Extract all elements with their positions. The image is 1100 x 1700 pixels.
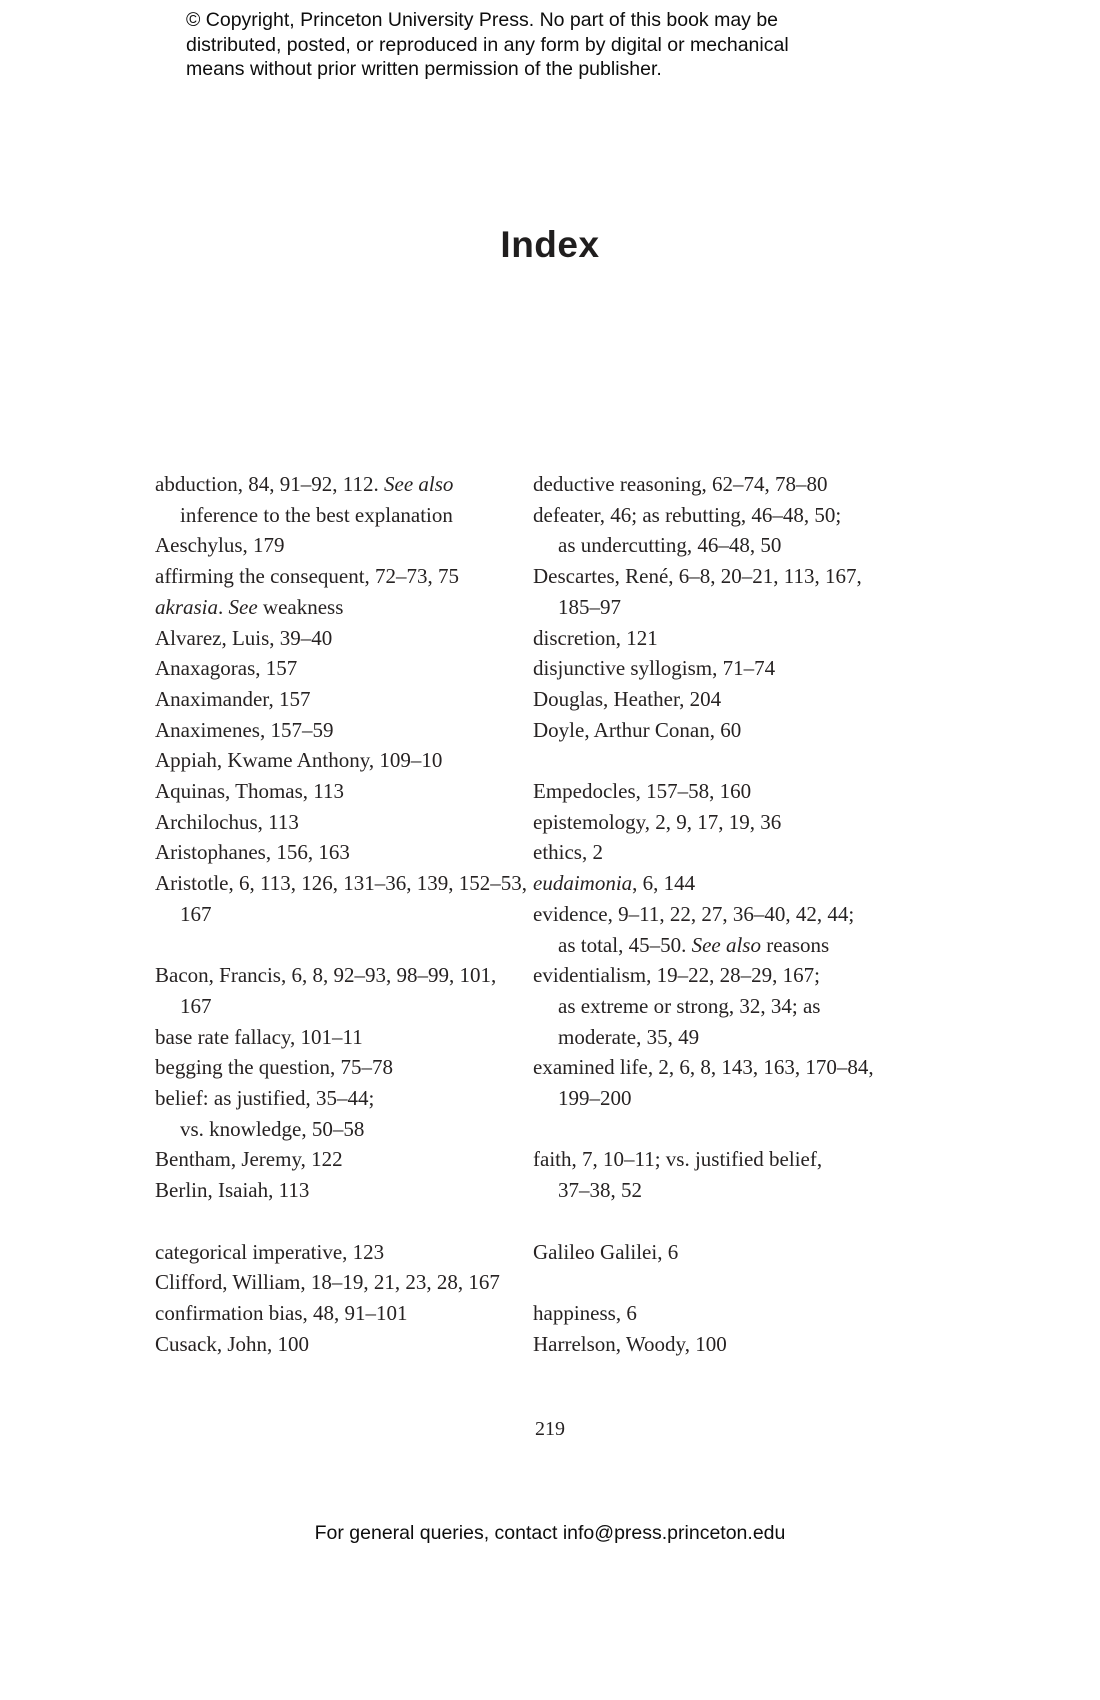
index-entry-line: Empedocles, 157–58, 160 — [533, 779, 752, 804]
index-entry-line: Bacon, Francis, 6, 8, 92–93, 98–99, 101, — [155, 963, 497, 988]
index-entry-line: eudaimonia, 6, 144 — [533, 871, 696, 896]
index-entry-line: begging the question, 75–78 — [155, 1055, 393, 1080]
index-entry-line: Descartes, René, 6–8, 20–21, 113, 167, — [533, 564, 862, 589]
index-column-right — [533, 469, 911, 1359]
index-entry-line: 37–38, 52 — [558, 1178, 642, 1203]
index-entry-line: Douglas, Heather, 204 — [533, 686, 722, 711]
index-entry-line: Bentham, Jeremy, 122 — [155, 1147, 343, 1172]
index-entry-line: Aeschylus, 179 — [155, 533, 285, 558]
index-entry-line: 167 — [180, 993, 212, 1018]
index-entry-line: Clifford, William, 18–19, 21, 23, 28, 167 — [155, 1270, 500, 1295]
index-entry-line: happiness, 6 — [533, 1300, 637, 1325]
index-entry-line: Anaximander, 157 — [155, 686, 311, 711]
footer-contact: For general queries, contact info@press.princeton.edu — [314, 1522, 786, 1544]
index-entry-line: Anaxagoras, 157 — [155, 656, 298, 681]
copyright-line: means without prior written permission of the publisher. — [186, 58, 662, 80]
index-entry-line: Archilochus, 113 — [155, 809, 299, 834]
copyright-line: © Copyright, Princeton University Press. No part of this book may be — [186, 9, 779, 31]
index-column-left — [155, 469, 533, 1359]
index-entry-line: Aristophanes, 156, 163 — [155, 840, 350, 865]
index-entry-line: Aristotle, 6, 113, 126, 131–36, 139, 152–53, — [155, 871, 527, 896]
index-entry-line: moderate, 35, 49 — [558, 1024, 700, 1049]
index-entry-line: Berlin, Isaiah, 113 — [155, 1178, 310, 1203]
index-entry-line: Harrelson, Woody, 100 — [533, 1331, 727, 1356]
index-entry-line: confirmation bias, 48, 91–101 — [155, 1300, 408, 1325]
index-entry-line: evidentialism, 19–22, 28–29, 167; — [533, 963, 820, 988]
index-entry-line: examined life, 2, 6, 8, 143, 163, 170–84, — [533, 1055, 874, 1080]
index-entry-line: evidence, 9–11, 22, 27, 36–40, 42, 44; — [533, 901, 855, 926]
index-entry-line: epistemology, 2, 9, 17, 19, 36 — [533, 809, 782, 834]
index-entry-line: Anaximenes, 157–59 — [155, 717, 334, 742]
index-entry-line: akrasia. See weakness — [155, 594, 344, 619]
index-entry-line: 167 — [180, 901, 212, 926]
index-entry-line: affirming the consequent, 72–73, 75 — [155, 564, 460, 589]
index-entry-line: categorical imperative, 123 — [155, 1239, 385, 1264]
index-entry-line: as undercutting, 46–48, 50 — [558, 533, 782, 558]
copyright-line: distributed, posted, or reproduced in any form by digital or mechanical — [186, 33, 789, 56]
index-entry-line: abduction, 84, 91–92, 112. See also — [155, 472, 454, 496]
copyright-notice — [186, 8, 789, 82]
index-entry-line: 185–97 — [558, 594, 621, 619]
index-entry-line: inference to the best explanation — [180, 502, 453, 527]
index-entry-line: Aquinas, Thomas, 113 — [155, 779, 344, 804]
page-title: Index — [500, 224, 600, 265]
index-entry-line: defeater, 46; as rebutting, 46–48, 50; — [533, 502, 842, 527]
index-entry-line: Appiah, Kwame Anthony, 109–10 — [155, 748, 443, 773]
index-columns — [155, 469, 955, 1359]
index-entry-line: as total, 45–50. See also reasons — [558, 932, 830, 957]
index-entry-line: discretion, 121 — [533, 625, 658, 650]
index-entry-line: Cusack, John, 100 — [155, 1331, 309, 1356]
index-entry-line: disjunctive syllogism, 71–74 — [533, 656, 776, 681]
index-entry-line: deductive reasoning, 62–74, 78–80 — [533, 472, 828, 496]
index-entry-line: Doyle, Arthur Conan, 60 — [533, 717, 742, 742]
index-entry-line: 199–200 — [558, 1086, 632, 1111]
index-entry-line: belief: as justified, 35–44; — [155, 1086, 375, 1111]
index-entry-line: vs. knowledge, 50–58 — [180, 1116, 365, 1141]
index-entry-line: as extreme or strong, 32, 34; as — [558, 993, 821, 1018]
index-entry-line: base rate fallacy, 101–11 — [155, 1024, 363, 1049]
index-entry-line: Galileo Galilei, 6 — [533, 1239, 679, 1264]
index-entry-line: faith, 7, 10–11; vs. justified belief, — [533, 1147, 823, 1172]
page-number: 219 — [535, 1418, 565, 1440]
index-entry-line: ethics, 2 — [533, 840, 603, 865]
index-entry-line: Alvarez, Luis, 39–40 — [155, 625, 333, 650]
